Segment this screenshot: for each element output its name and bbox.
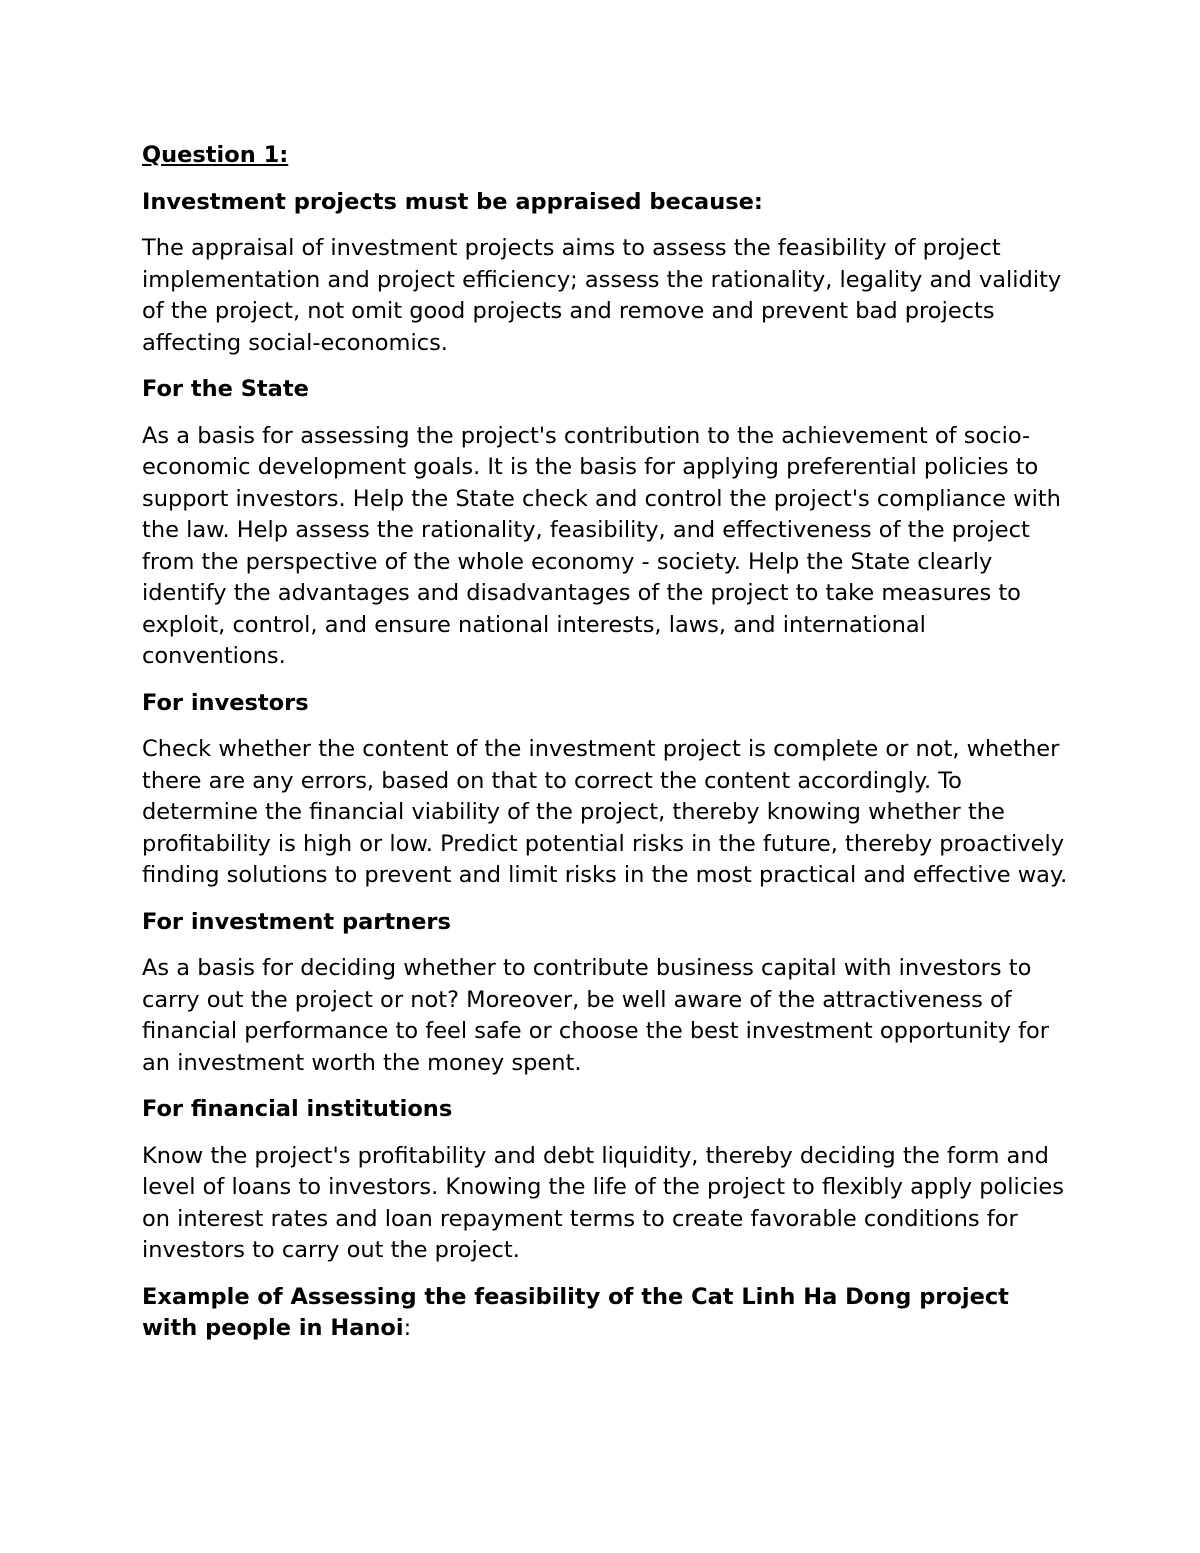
section-body-financial-institutions: Know the project's profitability and debt liquidity, thereby deciding the form and level of loans to investors. Knowing the life of the project to flexibly apply policies on interest rates and loan repayment terms to create favorable conditions for investors to carry out the project. [142, 1142, 1064, 1263]
example-heading: Example of Assessing the feasibility of the Cat Linh Ha Dong project with people in Hanoi [142, 1283, 1009, 1341]
intro-paragraph: The appraisal of investment projects aims to assess the feasibility of project implementation and project efficiency; assess the rationality, legality and validity of the project, not omit good projects and remove and prevent bad projects affecting social-economics. [142, 235, 1062, 356]
main-heading: Investment projects must be appraised because: [142, 188, 763, 215]
section-heading-investors: For investors [142, 689, 309, 716]
section-heading-state: For the State [142, 376, 309, 402]
question-title: Question 1: [142, 142, 289, 168]
example-heading-line [142, 1282, 1072, 1345]
section-body-investors: Check whether the content of the investment project is complete or not, whether there are any errors, based on that to correct the content accordingly. To determine the financial viability of the project, thereby knowing whether the profitability is high or low. Predict potential risks in the future, thereby proactively finding solutions to prevent and limit risks in the most practical and effective way. [142, 736, 1068, 888]
example-heading-colon: : [403, 1315, 412, 1341]
section-heading-partners: For investment partners [142, 908, 451, 935]
section-heading-financial-institutions: For financial institutions [142, 1096, 453, 1122]
document-page [142, 140, 1072, 1345]
section-body-partners: As a basis for deciding whether to contribute business capital with investors to carry out the project or not? Moreover, be well aware of the attractiveness of financial performance to feel safe or choose the best investment opportunity for an investment worth the money spent. [142, 955, 1050, 1076]
section-body-state: As a basis for assessing the project's contribution to the achievement of socio-economic development goals. It is the basis for applying preferential policies to support investors. Help the State check and control the project's compliance with the law. Help assess the rationality, feasibility, and effectiveness of the project from the perspective of the whole economy - society. Help the State clearly identify the advantages and disadvantages of the project to take measures to exploit, control, and ensure national interests, laws, and international conventions. [142, 422, 1061, 669]
